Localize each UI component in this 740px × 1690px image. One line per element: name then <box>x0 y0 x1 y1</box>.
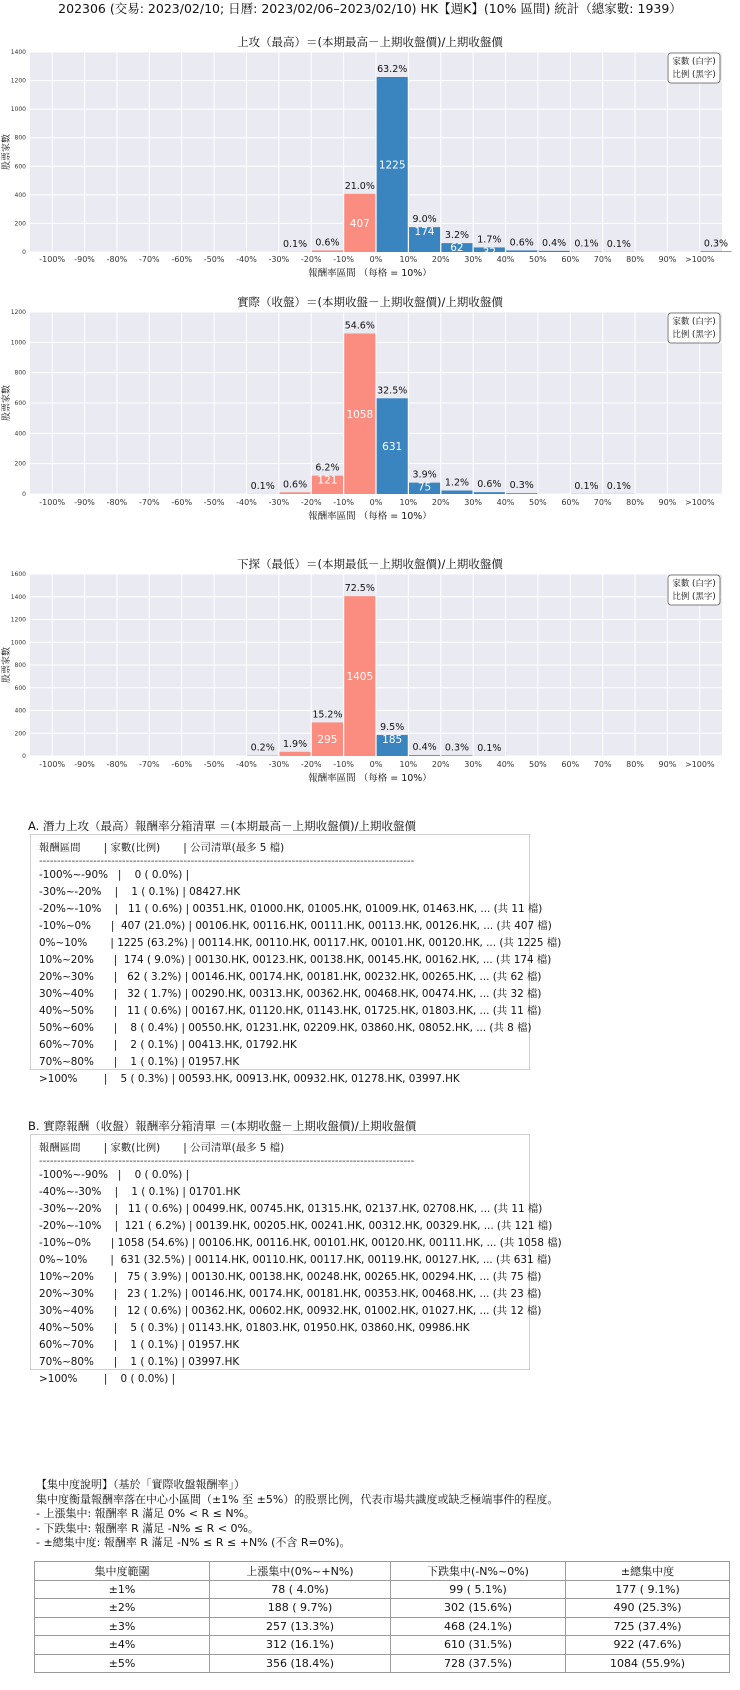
pct-label: 15.2% <box>312 709 343 721</box>
concentration-table-header <box>35 1562 730 1581</box>
pct-label: 72.5% <box>344 583 375 595</box>
list-b-box <box>30 1134 562 1385</box>
count-label: 62 <box>450 242 464 255</box>
concentration-table-cell: 922 (47.6%) <box>566 1636 730 1655</box>
count-label: 32 <box>482 246 497 259</box>
y-tick-label: 200 <box>14 730 26 738</box>
bar <box>409 755 440 756</box>
x-tick-label: 60% <box>561 255 580 264</box>
x-tick-label: >100% <box>685 760 715 769</box>
list-a-row: 40%~50% | 11 ( 0.6%) | 00167.HK, 01120.HK, 01143.HK, 01725.HK, 01803.HK, ... (共 11 檔) <box>39 1005 542 1017</box>
concentration-table-cell: 312 (16.1%) <box>210 1636 391 1655</box>
x-tick-label: 80% <box>626 760 644 769</box>
concentration-table-cell: 468 (24.1%) <box>391 1617 566 1636</box>
bar <box>539 251 570 252</box>
bar <box>312 250 343 252</box>
x-tick-label: -60% <box>171 760 193 769</box>
pct-label: 1.7% <box>477 234 502 246</box>
list-b-row: 70%~80% | 1 ( 0.1%) | 03997.HK <box>39 1356 240 1368</box>
y-axis-label: 股票家數 <box>2 646 12 684</box>
table-header-up: 上漲集中(0%~+N%) <box>210 1562 391 1581</box>
concentration-notes <box>36 1478 558 1551</box>
x-axis-label: 報酬率區間 （每格 = 10%） <box>308 268 432 279</box>
bar <box>506 493 537 494</box>
count-label: 407 <box>349 217 370 230</box>
concentration-table-row <box>35 1580 730 1599</box>
y-tick-label: 1000 <box>10 106 26 114</box>
concentration-bullet-3: - ±總集中度: 報酬率 R 滿足 -N% ≤ R ≤ +N% (不含 R=0%)。 <box>36 1536 351 1549</box>
legend-count-label: 家數 (白字) <box>672 317 716 327</box>
pct-label: 0.6% <box>282 479 308 491</box>
concentration-table-cell: 188 ( 9.7%) <box>210 1599 391 1618</box>
list-a-row: >100% | 5 ( 0.3%) | 00593.HK, 00913.HK, 00932.HK, 01278.HK, 03997.HK <box>39 1073 460 1085</box>
concentration-desc: 集中度衡量報酬率落在中心小區間（±1% 至 ±5%）的股票比例，代表市場共識度或缺乏極端事件的程度。 <box>36 1492 559 1506</box>
x-tick-label: -100% <box>39 255 66 264</box>
count-label: 1058 <box>346 408 374 421</box>
pct-label: 0.2% <box>250 742 275 754</box>
x-tick-label: 40% <box>496 760 515 769</box>
x-tick-label: -40% <box>236 760 257 769</box>
legend-count-label: 家數 (白字) <box>672 57 716 67</box>
chart-title: 上攻（最高）＝(本期最高－上期收盤價)/上期收盤價 <box>237 35 503 49</box>
y-tick-label: 1400 <box>10 593 26 601</box>
y-axis-label: 股票家數 <box>2 384 12 422</box>
x-tick-label: -30% <box>268 255 290 264</box>
x-tick-label: 10% <box>399 498 418 507</box>
list-b-row: -40%~-30% | 1 ( 0.1%) | 01701.HK <box>39 1186 241 1198</box>
concentration-heading: 【集中度說明】（基於「實際收盤報酬率」） <box>36 1478 245 1491</box>
list-a-row: 10%~20% | 174 ( 9.0%) | 00130.HK, 00123.HK, 00138.HK, 00145.HK, 00162.HK, ... (共 174 檔) <box>39 954 552 966</box>
legend <box>668 313 720 343</box>
x-tick-label: 10% <box>399 760 418 769</box>
legend <box>668 53 720 83</box>
list-a-row: 0%~10% | 1225 (63.2%) | 00114.HK, 00110.HK, 00117.HK, 00101.HK, 00120.HK, ... (共 1225 檔) <box>39 937 562 949</box>
concentration-table <box>34 1561 730 1673</box>
x-tick-label: -30% <box>268 760 290 769</box>
pct-label: 0.1% <box>282 238 308 250</box>
x-tick-label: >100% <box>685 498 715 507</box>
x-tick-label: 50% <box>529 255 547 264</box>
x-tick-label: -10% <box>333 498 354 507</box>
x-tick-label: >100% <box>685 255 715 264</box>
page-title: 202306 (交易: 2023/02/10; 日曆: 2023/02/06–2023/02/10) HK【週K】(10% 區間) 統計（總家數: 1939） <box>58 1 682 16</box>
x-tick-label: 50% <box>529 498 547 507</box>
y-tick-label: 1200 <box>10 616 26 624</box>
concentration-table-row <box>35 1654 730 1673</box>
x-tick-label: -10% <box>333 255 354 264</box>
x-tick-label: 70% <box>593 760 612 769</box>
list-b-row: 60%~70% | 1 ( 0.1%) | 01957.HK <box>39 1339 240 1351</box>
list-a-rows <box>39 867 562 1088</box>
pct-label: 0.1% <box>477 742 502 754</box>
pct-label: 0.6% <box>509 237 534 249</box>
count-label: 185 <box>382 733 403 746</box>
y-tick-label: 600 <box>14 400 26 407</box>
x-tick-label: 70% <box>593 498 612 507</box>
concentration-table-cell: 1084 (55.9%) <box>566 1654 730 1673</box>
pct-label: 21.0% <box>344 180 375 192</box>
concentration-table-row <box>35 1599 730 1618</box>
x-tick-label: 20% <box>431 498 450 507</box>
list-a-row: -30%~-20% | 1 ( 0.1%) | 08427.HK <box>39 886 241 898</box>
y-tick-label: 1200 <box>10 309 26 316</box>
y-tick-label: 400 <box>14 707 26 715</box>
concentration-table-cell: 177 ( 9.1%) <box>566 1580 730 1599</box>
pct-label: 1.9% <box>282 738 308 750</box>
pct-label: 0.1% <box>606 238 631 250</box>
x-tick-label: 50% <box>529 760 547 769</box>
pct-label: 3.9% <box>412 469 437 481</box>
concentration-table-cell: 99 ( 5.1%) <box>391 1580 566 1599</box>
x-tick-label: 80% <box>626 255 644 264</box>
y-tick-label: 800 <box>14 662 26 669</box>
x-tick-label: 30% <box>464 760 483 769</box>
x-tick-label: -10% <box>333 760 354 769</box>
list-a-row: 60%~70% | 2 ( 0.1%) | 00413.HK, 01792.HK <box>39 1039 297 1051</box>
x-axis-label: 報酬率區間 （每格 = 10%） <box>308 773 432 784</box>
concentration-table-cell: 728 (37.5%) <box>391 1654 566 1673</box>
x-tick-label: -40% <box>236 255 257 264</box>
list-a-row: -20%~-10% | 11 ( 0.6%) | 00351.HK, 01000.HK, 01005.HK, 01009.HK, 01463.HK, ... (共 11 檔) <box>39 903 543 915</box>
x-tick-label: -70% <box>138 255 160 264</box>
list-b-row: 20%~30% | 23 ( 1.2%) | 00146.HK, 00174.HK, 00181.HK, 00353.HK, 00468.HK, ... (共 23 檔) <box>39 1288 542 1300</box>
x-tick-label: -20% <box>300 255 322 264</box>
list-a-row: 70%~80% | 1 ( 0.1%) | 01957.HK <box>39 1056 240 1068</box>
table-header-range: 集中度範圍 <box>35 1562 210 1581</box>
concentration-table-row <box>35 1636 730 1655</box>
list-a-row: -10%~0% | 407 (21.0%) | 00106.HK, 00116.HK, 00111.HK, 00113.HK, 00126.HK, ... (共 407 檔) <box>39 920 552 932</box>
pct-label: 3.2% <box>444 230 470 242</box>
legend-ratio-label: 比例 (黑字) <box>672 70 716 80</box>
x-tick-label: -70% <box>138 760 160 769</box>
pct-label: 0.3% <box>509 480 534 492</box>
x-tick-label: -80% <box>106 255 128 264</box>
y-tick-label: 600 <box>14 163 26 171</box>
concentration-table-row <box>35 1617 730 1636</box>
concentration-bullet-1: - 上漲集中: 報酬率 R 滿足 0% < R ≤ N%。 <box>36 1507 255 1520</box>
y-tick-label: 400 <box>14 430 26 438</box>
concentration-table-cell: 725 (37.4%) <box>566 1617 730 1636</box>
list-b-row: -30%~-20% | 11 ( 0.6%) | 00499.HK, 00745.HK, 01315.HK, 02137.HK, 02708.HK, ... (共 11 檔) <box>39 1203 543 1215</box>
list-b-title: B. 實際報酬（收盤）報酬率分箱清單 ＝(本期收盤－上期收盤價)/上期收盤價 <box>28 1119 417 1133</box>
x-tick-label: -20% <box>300 498 322 507</box>
list-a-box <box>30 834 562 1085</box>
list-b-row: 0%~10% | 631 (32.5%) | 00114.HK, 00110.HK, 00117.HK, 00119.HK, 00127.HK, ... (共 631 檔) <box>39 1254 552 1266</box>
legend-ratio-label: 比例 (黑字) <box>672 330 716 340</box>
bar <box>441 755 472 756</box>
x-tick-label: -70% <box>138 498 160 507</box>
x-tick-label: 90% <box>658 498 677 507</box>
legend <box>668 575 720 605</box>
bar <box>441 491 472 494</box>
x-tick-label: 80% <box>626 498 644 507</box>
pct-label: 0.1% <box>574 238 599 250</box>
legend-count-label: 家數 (白字) <box>672 579 716 589</box>
list-b-row: -20%~-10% | 121 ( 6.2%) | 00139.HK, 00205.HK, 00241.HK, 00312.HK, 00329.HK, ... (共 121 檔) <box>39 1220 553 1232</box>
bar <box>280 492 311 494</box>
list-a-title: A. 潛力上攻（最高）報酬率分箱清單 ＝(本期最高－上期收盤價)/上期收盤價 <box>28 819 416 833</box>
x-tick-label: 20% <box>431 255 450 264</box>
x-tick-label: 70% <box>593 255 612 264</box>
list-b-row: 30%~40% | 12 ( 0.6%) | 00362.HK, 00602.HK, 00932.HK, 01002.HK, 01027.HK, ... (共 12 檔) <box>39 1305 542 1317</box>
y-tick-label: 1000 <box>10 639 26 647</box>
x-tick-label: -100% <box>39 760 66 769</box>
x-tick-label: -20% <box>300 760 322 769</box>
list-a-row: 30%~40% | 32 ( 1.7%) | 00290.HK, 00313.HK, 00362.HK, 00468.HK, 00474.HK, ... (共 32 檔) <box>39 988 542 1000</box>
pct-label: 0.1% <box>606 480 631 492</box>
x-tick-label: 90% <box>658 255 677 264</box>
y-tick-label: 0 <box>22 753 26 760</box>
concentration-table-cell: ±1% <box>35 1580 210 1599</box>
count-label: 121 <box>317 474 338 487</box>
concentration-table-cell: ±2% <box>35 1599 210 1618</box>
x-tick-label: -60% <box>171 498 193 507</box>
pct-label: 32.5% <box>377 385 408 397</box>
list-a-row: 50%~60% | 8 ( 0.4%) | 00550.HK, 01231.HK, 02209.HK, 03860.HK, 08052.HK, ... (共 8 檔) <box>39 1022 532 1034</box>
list-b-row: 40%~50% | 5 ( 0.3%) | 01143.HK, 01803.HK, 01950.HK, 03860.HK, 09986.HK <box>39 1322 470 1334</box>
y-tick-label: 200 <box>14 460 26 468</box>
x-tick-label: -50% <box>203 498 225 507</box>
x-tick-label: 30% <box>464 255 483 264</box>
bar <box>506 250 537 252</box>
x-tick-label: 60% <box>561 760 580 769</box>
list-a-header: 報酬區間 | 家數(比例) | 公司清單(最多 5 檔) <box>39 842 285 854</box>
pct-label: 9.5% <box>380 721 405 733</box>
count-label: 75 <box>417 481 432 494</box>
x-tick-label: -90% <box>74 255 95 264</box>
x-tick-label: -90% <box>74 760 95 769</box>
x-tick-label: -40% <box>236 498 257 507</box>
list-a-row: -100%~-90% | 0 ( 0.0%) | <box>39 869 190 881</box>
table-header-total: ±總集中度 <box>566 1562 730 1581</box>
y-tick-label: 800 <box>14 369 26 377</box>
concentration-table-cell: 78 ( 4.0%) <box>210 1580 391 1599</box>
y-tick-label: 1200 <box>10 77 26 85</box>
pct-label: 0.3% <box>444 742 470 754</box>
count-label: 174 <box>414 226 435 239</box>
pct-label: 0.6% <box>315 237 340 249</box>
pct-label: 0.1% <box>574 480 599 492</box>
x-axis-label: 報酬率區間 （每格 = 10%） <box>308 511 432 522</box>
chart-downside-low <box>0 556 740 811</box>
chart-title: 下探（最低）＝(本期最低－上期收盤價)/上期收盤價 <box>237 557 503 571</box>
pct-label: 1.2% <box>444 477 470 489</box>
concentration-table-cell: ±4% <box>35 1636 210 1655</box>
count-label: 1225 <box>378 159 406 172</box>
table-header-down: 下跌集中(-N%~0%) <box>391 1562 566 1581</box>
concentration-table-cell: 490 (25.3%) <box>566 1599 730 1618</box>
pct-label: 0.4% <box>412 742 437 754</box>
y-axis-label: 股票家數 <box>2 133 12 171</box>
pct-label: 54.6% <box>344 320 375 332</box>
pct-label: 0.4% <box>542 237 567 249</box>
x-tick-label: -50% <box>203 760 225 769</box>
count-label: 1405 <box>346 671 374 684</box>
list-b-rows <box>39 1167 562 1388</box>
chart-title: 實際（收盤）＝(本期收盤－上期收盤價)/上期收盤價 <box>237 295 503 309</box>
y-tick-label: 1600 <box>10 571 26 578</box>
concentration-table-cell: ±5% <box>35 1654 210 1673</box>
list-a-separator: -------------------------------------------------------------------------------------------------------- <box>39 857 415 867</box>
x-tick-label: -100% <box>39 498 66 507</box>
list-b-row: 10%~20% | 75 ( 3.9%) | 00130.HK, 00138.HK, 00248.HK, 00265.HK, 00294.HK, ... (共 75 檔) <box>39 1271 542 1283</box>
x-tick-label: 0% <box>369 760 383 769</box>
x-tick-label: 30% <box>464 498 483 507</box>
bar <box>474 492 505 494</box>
legend-ratio-label: 比例 (黑字) <box>672 592 716 602</box>
x-tick-label: 20% <box>431 760 450 769</box>
pct-label: 0.6% <box>477 479 502 491</box>
x-tick-label: -30% <box>268 498 290 507</box>
y-tick-label: 600 <box>14 684 26 692</box>
y-tick-label: 200 <box>14 220 26 228</box>
list-a-row: 20%~30% | 62 ( 3.2%) | 00146.HK, 00174.HK, 00181.HK, 00232.HK, 00265.HK, ... (共 62 檔) <box>39 971 542 983</box>
x-tick-label: 40% <box>496 498 515 507</box>
y-tick-label: 1400 <box>10 49 26 56</box>
x-tick-label: 0% <box>369 255 383 264</box>
count-label: 295 <box>317 734 338 747</box>
list-b-row: >100% | 0 ( 0.0%) | <box>39 1373 176 1385</box>
list-b-row: -100%~-90% | 0 ( 0.0%) | <box>39 1169 190 1181</box>
x-tick-label: -80% <box>106 498 128 507</box>
x-tick-label: 90% <box>658 760 677 769</box>
x-tick-label: 10% <box>399 255 418 264</box>
pct-label: 0.3% <box>703 238 729 250</box>
list-b-row: -10%~0% | 1058 (54.6%) | 00106.HK, 00116.HK, 00101.HK, 00120.HK, 00111.HK, ... (共 1058 檔) <box>39 1237 562 1249</box>
x-tick-label: -80% <box>106 760 128 769</box>
x-tick-label: 40% <box>496 255 515 264</box>
y-tick-label: 800 <box>14 134 26 142</box>
list-b-header: 報酬區間 | 家數(比例) | 公司清單(最多 5 檔) <box>39 1142 285 1154</box>
x-tick-label: -50% <box>203 255 225 264</box>
pct-label: 0.1% <box>250 480 275 492</box>
concentration-table-cell: 356 (18.4%) <box>210 1654 391 1673</box>
y-tick-label: 400 <box>14 191 26 199</box>
pct-label: 9.0% <box>412 214 437 226</box>
concentration-table-cell: 302 (15.6%) <box>391 1599 566 1618</box>
bar <box>700 251 731 252</box>
pct-label: 6.2% <box>315 462 340 474</box>
x-tick-label: -90% <box>74 498 95 507</box>
concentration-table-cell: ±3% <box>35 1617 210 1636</box>
pct-label: 63.2% <box>377 64 408 75</box>
bar <box>280 752 311 756</box>
x-tick-label: 0% <box>369 498 383 507</box>
x-tick-label: 60% <box>561 498 580 507</box>
y-tick-label: 0 <box>22 491 26 498</box>
chart-upside-high <box>0 34 740 284</box>
concentration-table-cell: 257 (13.3%) <box>210 1617 391 1636</box>
list-b-separator: -------------------------------------------------------------------------------------------------------- <box>39 1157 415 1167</box>
concentration-bullet-2: - 下跌集中: 報酬率 R 滿足 -N% ≤ R < 0%。 <box>36 1521 259 1535</box>
y-tick-label: 0 <box>22 249 26 256</box>
x-tick-label: -60% <box>171 255 193 264</box>
count-label: 631 <box>382 441 403 454</box>
y-tick-label: 1000 <box>10 339 26 347</box>
concentration-table-cell: 610 (31.5%) <box>391 1636 566 1655</box>
chart-actual-close <box>0 294 740 549</box>
